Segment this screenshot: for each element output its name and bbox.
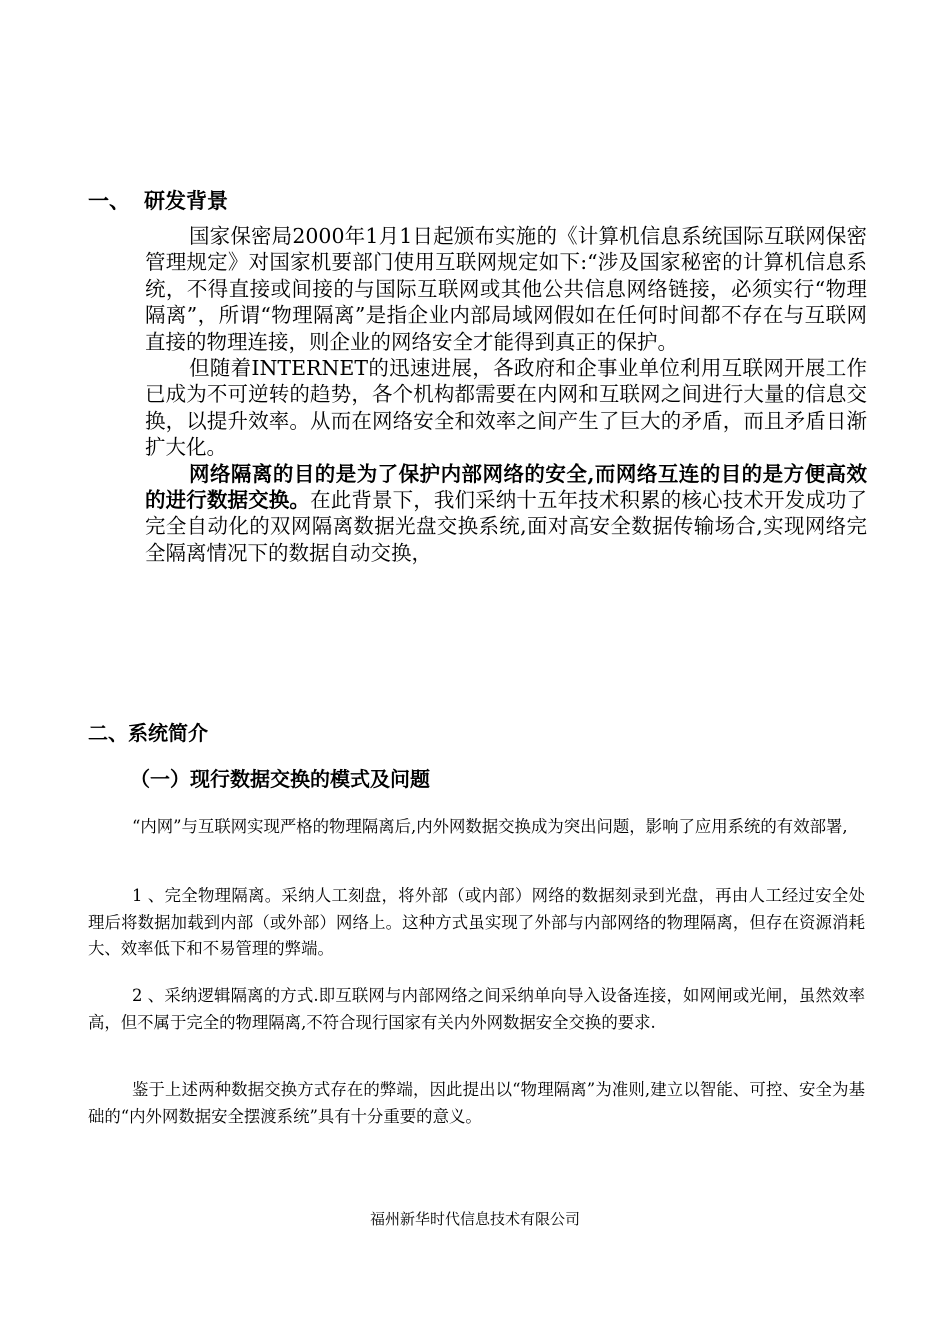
section1-heading xyxy=(88,186,228,216)
section2-heading: 二、系统简介 xyxy=(88,721,208,745)
section1-paragraph-3-bold: 网络隔离的目的是为了保护内部网络的安全,而网络互连的目的是方便高效的进行数据交换。 xyxy=(145,461,867,513)
section1-paragraph-3-rest: 在此背景下，我们采纳十五年技术积累的核心技术开发成功了完全自动化的双网隔离数据光盘交换系统,面对高安全数据传输场合,实现网络完全隔离情况下的数据自动交换， xyxy=(145,488,868,565)
footer-company-name: 福州新华时代信息技术有限公司 xyxy=(369,1210,580,1228)
section1-paragraph-3 xyxy=(145,461,867,567)
section1-number: 一、 xyxy=(88,189,130,213)
section2-paragraph-4: 鉴于上述两种数据交换方式存在的弊端，因此提出以“物理隔离”为准则,建立以智能、可控、安全为基础的“内外网数据安全摆渡系统”具有十分重要的意义。 xyxy=(88,1080,865,1126)
section2-paragraph-2: 1 、完全物理隔离。采纳人工刻盘，将外部（或内部）网络的数据刻录到光盘，再由人工经过安全处理后将数据加载到内部（或外部）网络上。这种方式虽实现了外部与内部网络的物理隔离，但存在资源消耗大、效率低下和不易管理的弊端。 xyxy=(88,886,865,958)
section2-paragraph-3: 2 、采纳逻辑隔离的方式.即互联网与内部网络之间采纳单向导入设备连接，如网闸或光闸，虽然效率高，但不属于完全的物理隔离,不符合现行国家有关内外网数据安全交换的要求. xyxy=(88,986,865,1032)
section1-paragraph-1: 国家保密局2000年1月1日起颁布实施的《计算机信息系统国际互联网保密管理规定》对国家机要部门使用互联网规定如下:“涉及国家秘密的计算机信息系统，不得直接或间接的与国际互联网或其他公共信息网络链接，必须实行“物理隔离”，所谓“物理隔离”是指企业内部局域网假如在任何时间都不存在与互联网直接的物理连接，则企业的网络安全才能得到真正的保护。 xyxy=(145,224,867,354)
section1-body xyxy=(145,223,867,566)
section1-paragraph-2: 但随着INTERNET的迅速进展，各政府和企事业单位利用互联网开展工作已成为不可逆转的趋势，各个机构都需要在内网和互联网之间进行大量的信息交换，以提升效率。从而在网络安全和效率之间产生了巨大的矛盾，而且矛盾日渐扩大化。 xyxy=(145,356,867,460)
section1-title: 研发背景 xyxy=(144,189,228,213)
section2-subheading: （一）现行数据交换的模式及问题 xyxy=(130,767,430,791)
section2-paragraph-1: “内网”与互联网实现严格的物理隔离后,内外网数据交换成为突出问题，影响了应用系统的有效部署, xyxy=(132,817,848,836)
